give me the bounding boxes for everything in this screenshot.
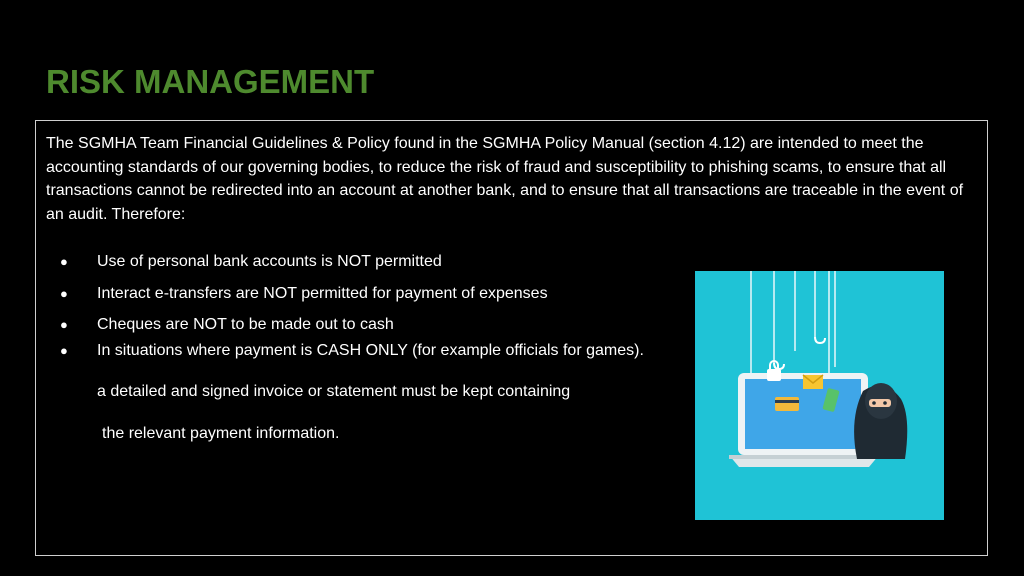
note-line-2: the relevant payment information. xyxy=(102,425,340,442)
bullet-text: Cheques are NOT to be made out to cash xyxy=(97,316,394,333)
bullet-dot-icon: ● xyxy=(60,317,68,332)
bullet-text: In situations where payment is CASH ONLY (for example officials for games). xyxy=(97,342,644,359)
bullet-text: Use of personal bank accounts is NOT permitted xyxy=(97,253,442,270)
bullet-dot-icon: ● xyxy=(60,343,68,358)
note-line-1: a detailed and signed invoice or statement must be kept containing xyxy=(97,383,571,400)
bullet-dot-icon: ● xyxy=(60,254,68,269)
intro-paragraph: The SGMHA Team Financial Guidelines & Policy found in the SGMHA Policy Manual (section 4.12) are intended to meet the accounting standards of our governing bodies, to reduce the risk of fraud and susceptibility to phishing scams, to ensure that all transactions cannot be redirected into an account at another bank, and to ensure that all transactions are traceable in the event of an audit. Therefore: xyxy=(46,135,964,223)
bullet-text: Interact e-transfers are NOT permitted for payment of expenses xyxy=(97,285,548,302)
content-box xyxy=(35,120,988,556)
illustration-svg xyxy=(695,271,944,520)
bullet-dot-icon: ● xyxy=(60,286,68,301)
phishing-laptop-hacker-illustration xyxy=(695,271,944,520)
slide-title: RISK MANAGEMENT xyxy=(46,63,375,100)
